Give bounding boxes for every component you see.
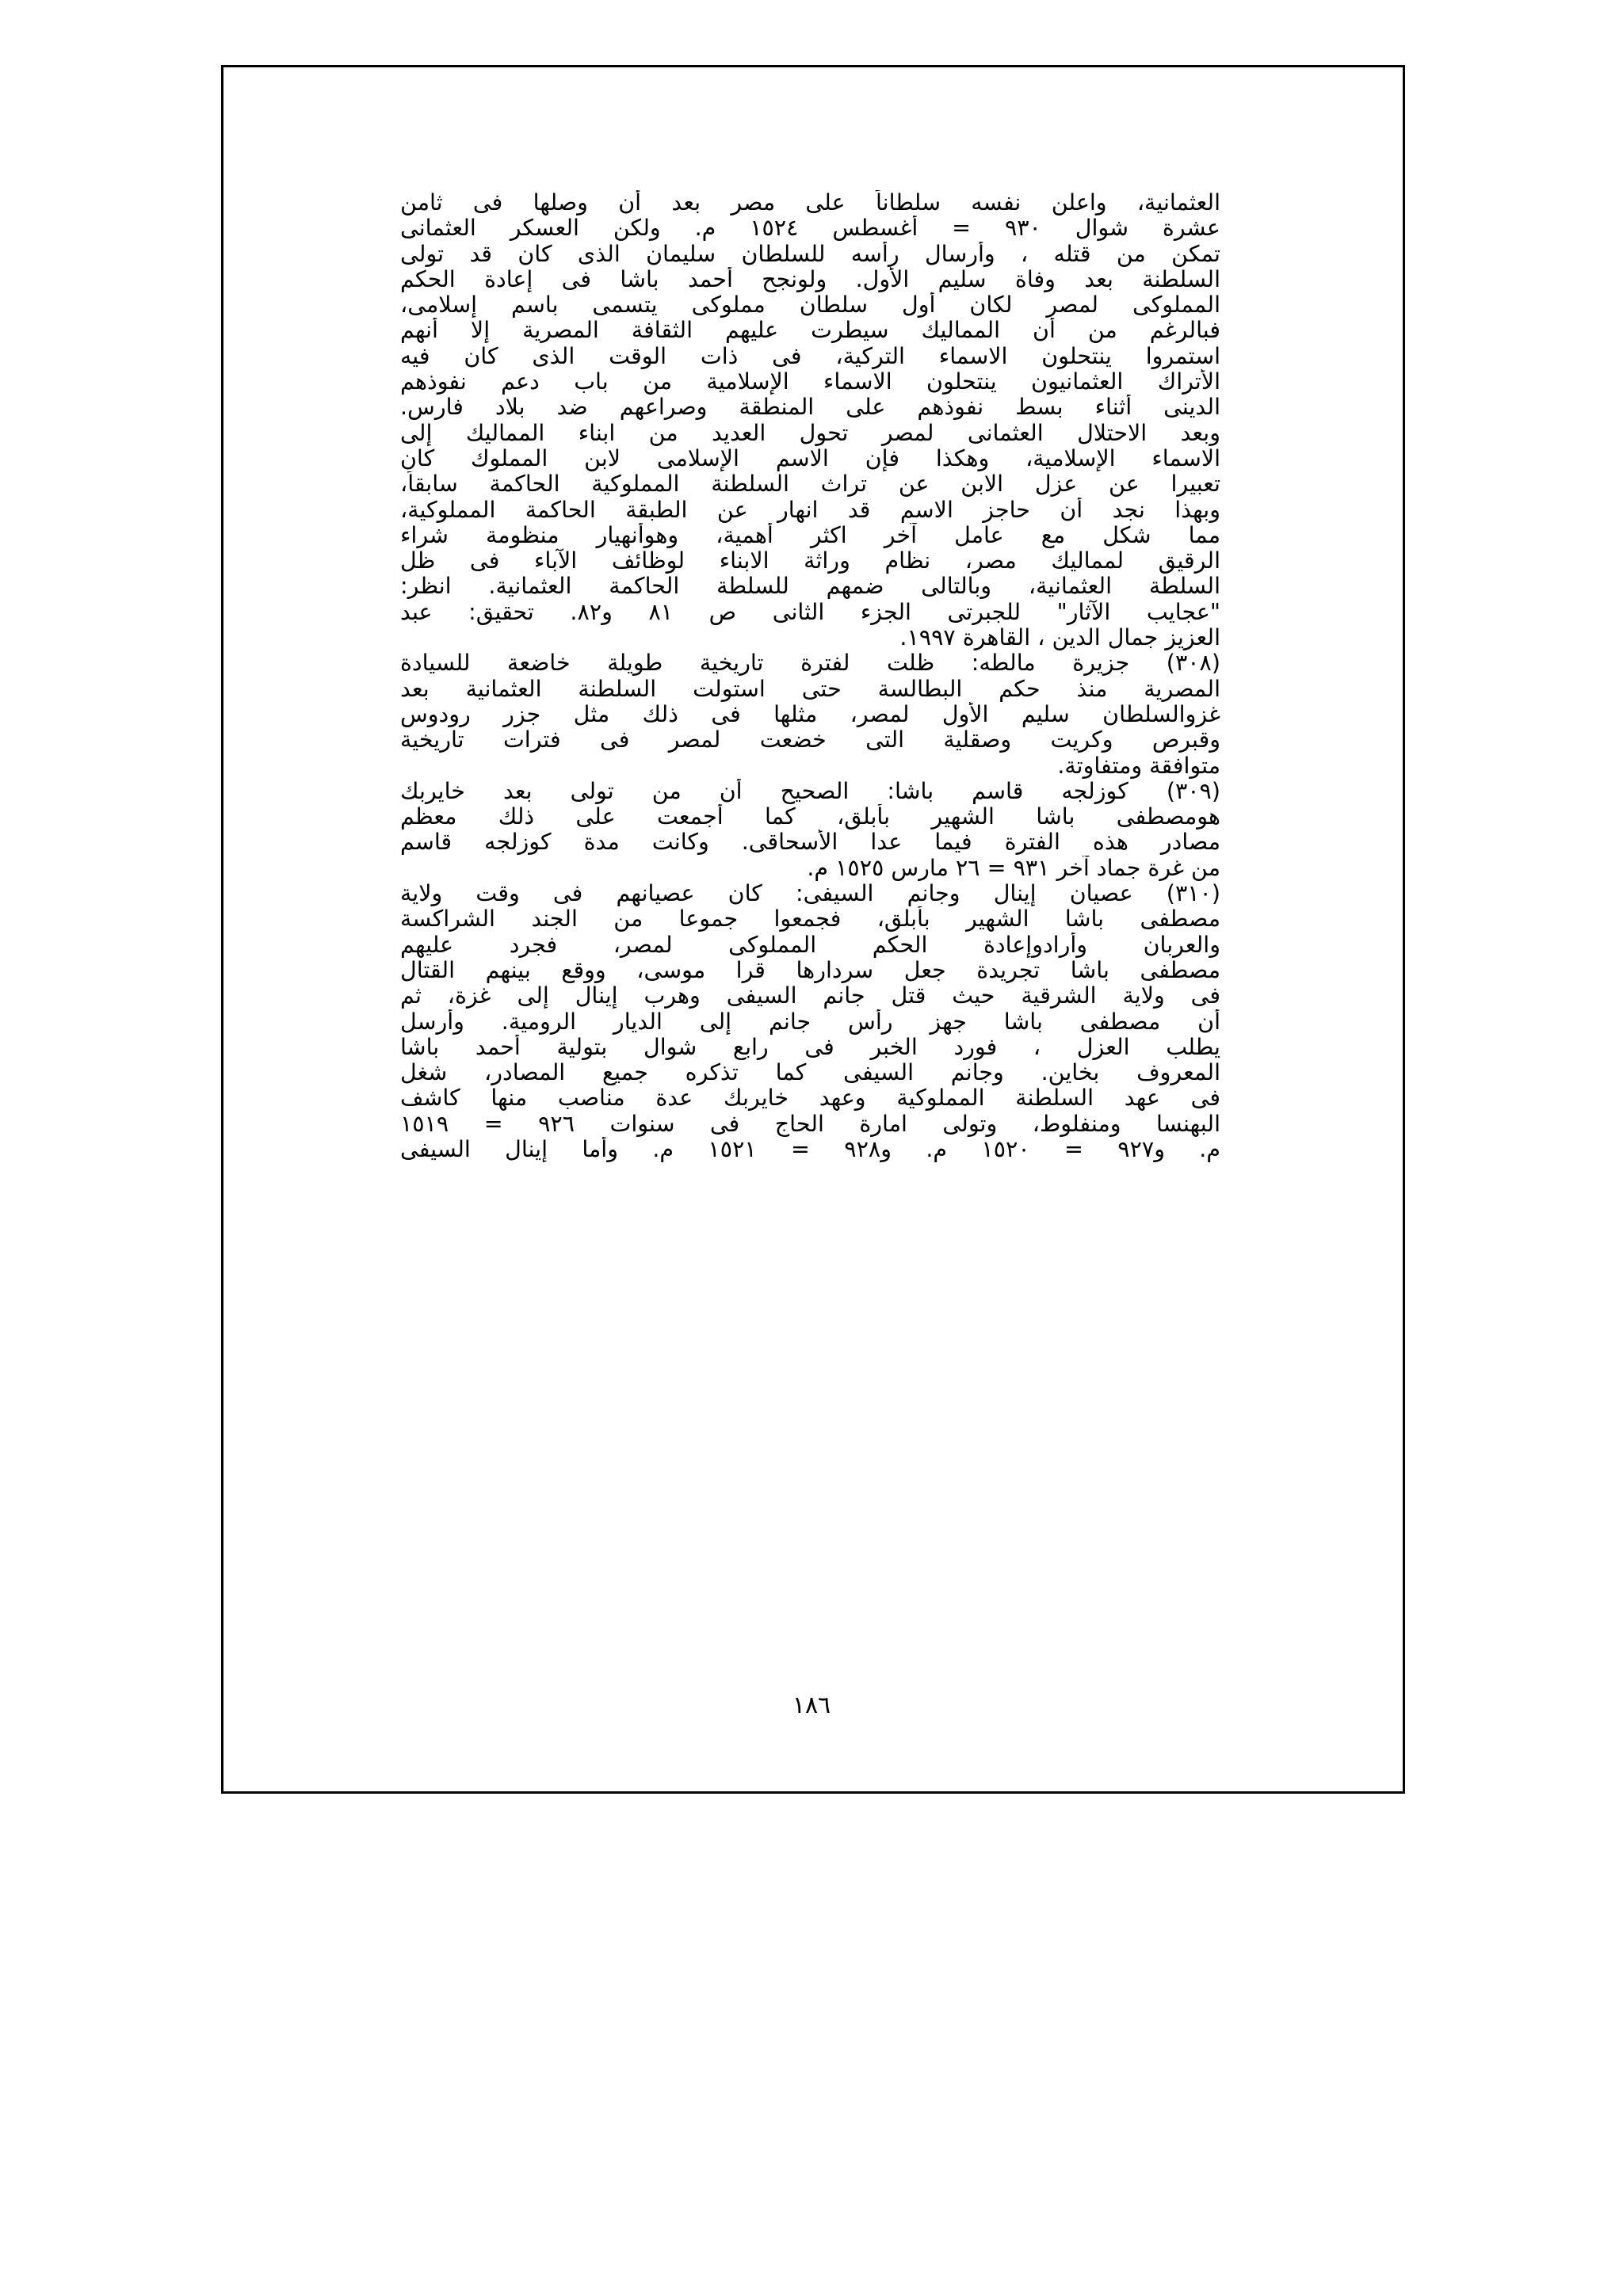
text-line: المعروف بخاين. وجانم السيفى كما تذكره جميع المصادر، شغل bbox=[400, 1060, 1220, 1086]
footnote-308-line: (٣٠٨) جزيرة مالطه: ظلت لفترة تاريخية طويلة خاضعة للسيادة bbox=[400, 650, 1220, 677]
text-line: الرقيق لمماليك مصر، نظام وراثة الابناء لوظائف الآباء فى ظل bbox=[400, 548, 1220, 574]
text-line: البهنسا ومنفلوط، وتولى امارة الحاج فى سنوات ٩٢٦ = ١٥١٩ bbox=[400, 1111, 1220, 1137]
text-line: تمكن من قتله ، وأرسال رأسه للسلطان سليمان الذى كان قد تولى bbox=[400, 241, 1220, 267]
footnote-309-line: (٣٠٩) كوزلجه قاسم باشا: الصحيح أن من تولى بعد خايربك bbox=[400, 778, 1220, 804]
text-line: من غرة جماد آخر ٩٣١ = ٢٦ مارس ١٥٢٥ م. bbox=[807, 855, 1220, 881]
text-line: فى عهد السلطنة المملوكية وعهد خايربك عدة مناصب منها كاشف bbox=[400, 1085, 1220, 1112]
text-line: يطلب العزل ، فورد الخبر فى رابع شوال بتولية أحمد باشا bbox=[400, 1034, 1220, 1060]
text-line: العزيز جمال الدين ، القاهرة ١٩٩٧. bbox=[899, 625, 1220, 651]
text-line: العثمانية، واعلن نفسه سلطاناً على مصر بعد أن وصلها فى ثامن bbox=[400, 190, 1220, 215]
text-line: مصطفى باشا تجريدة جعل سردارها قرا موسى، ووقع بينهم القتال bbox=[400, 957, 1220, 983]
footnote-310-line: (٣١٠) عصيان إينال وجانم السيفى: كان عصيانهم فى وقت ولاية bbox=[400, 881, 1220, 907]
text-line: الاسماء الإسلامية، وهكذا فإن الاسم الإسلامى لابن المملوك كان bbox=[400, 445, 1220, 471]
text-line: مما شكل مع عامل آخر اكثر أهمية، وهوأنهيار منظومة شراء bbox=[400, 522, 1220, 548]
text-line: عشرة شوال ٩٣٠ = أغسطس ١٥٢٤ م. ولكن العسكر العثمانى bbox=[400, 215, 1220, 242]
body-text bbox=[400, 190, 1220, 1162]
text-line: م. و٩٢٧ = ١٥٢٠ م. و٩٢٨ = ١٥٢١ م. وأما إينال السيفى bbox=[400, 1136, 1220, 1162]
text-line: غزوالسلطان سليم الأول لمصر، مثلها فى ذلك مثل جزر رودوس bbox=[400, 701, 1220, 727]
text-line: مصادر هذه الفترة فيما عدا الأسحاقى. وكانت مدة كوزلجه قاسم bbox=[400, 830, 1220, 856]
text-line: "عجايب الآثار" للجبرتى الجزء الثانى ص ٨١ و٨٢. تحقيق: عبد bbox=[400, 599, 1220, 625]
text-line: الدينى أثناء بسط نفوذهم على المنطقة وصراعهم ضد بلاد فارس. bbox=[400, 395, 1220, 421]
text-line: وبعد الاحتلال العثمانى لمصر تحول العديد من ابناء المماليك إلى bbox=[400, 420, 1220, 446]
text-line: المصرية منذ حكم البطالسة حتى استولت السلطنة العثمانية بعد bbox=[400, 676, 1220, 702]
text-line: وبهذا نجد أن حاجز الاسم قد انهار عن الطبقة الحاكمة المملوكية، bbox=[400, 497, 1220, 523]
text-line: أن مصطفى باشا جهز رأس جانم إلى الديار الرومية. وأرسل bbox=[400, 1009, 1220, 1035]
text-line: فبالرغم من أن المماليك سيطرت عليهم الثقافة المصرية إلا أنهم bbox=[400, 318, 1220, 344]
text-line: فى ولاية الشرقية حيث قتل جانم السيفى وهرب إينال إلى غزة، ثم bbox=[400, 983, 1220, 1009]
page-number: ١٨٦ bbox=[792, 1691, 831, 1719]
text-line: استمروا ينتحلون الاسماء التركية، فى ذات الوقت الذى كان فيه bbox=[400, 343, 1220, 369]
text-line: السلطة العثمانية، وبالتالى ضمهم للسلطة الحاكمة العثمانية. انظر: bbox=[400, 574, 1220, 600]
text-line: هومصطفى باشا الشهير بأبلق، كما أجمعت على ذلك معظم bbox=[400, 804, 1220, 830]
text-line: وقبرص وكريت وصقلية التى خضعت لمصر فى فترات تاريخية bbox=[400, 727, 1220, 753]
text-line: مصطفى باشا الشهير بأبلق، فجمعوا جموعا من الجند الشراكسة bbox=[400, 906, 1220, 933]
text-line: المملوكى لمصر لكان أول سلطان مملوكى يتسمى باسم إسلامى، bbox=[400, 292, 1220, 318]
text-line: والعربان وأرادوإعادة الحكم المملوكى لمصر، فجرد عليهم bbox=[400, 932, 1220, 958]
text-line: السلطنة بعد وفاة سليم الأول. ولونجح أحمد باشا فى إعادة الحكم bbox=[400, 266, 1220, 292]
text-line: متوافقة ومتفاوتة. bbox=[1057, 753, 1220, 779]
text-line: تعبيرا عن عزل الابن عن تراث السلطنة المملوكية الحاكمة سابقاً، bbox=[400, 471, 1220, 498]
text-line: الأتراك العثمانيون ينتحلون الاسماء الإسلامية من باب دعم نفوذهم bbox=[400, 369, 1220, 395]
